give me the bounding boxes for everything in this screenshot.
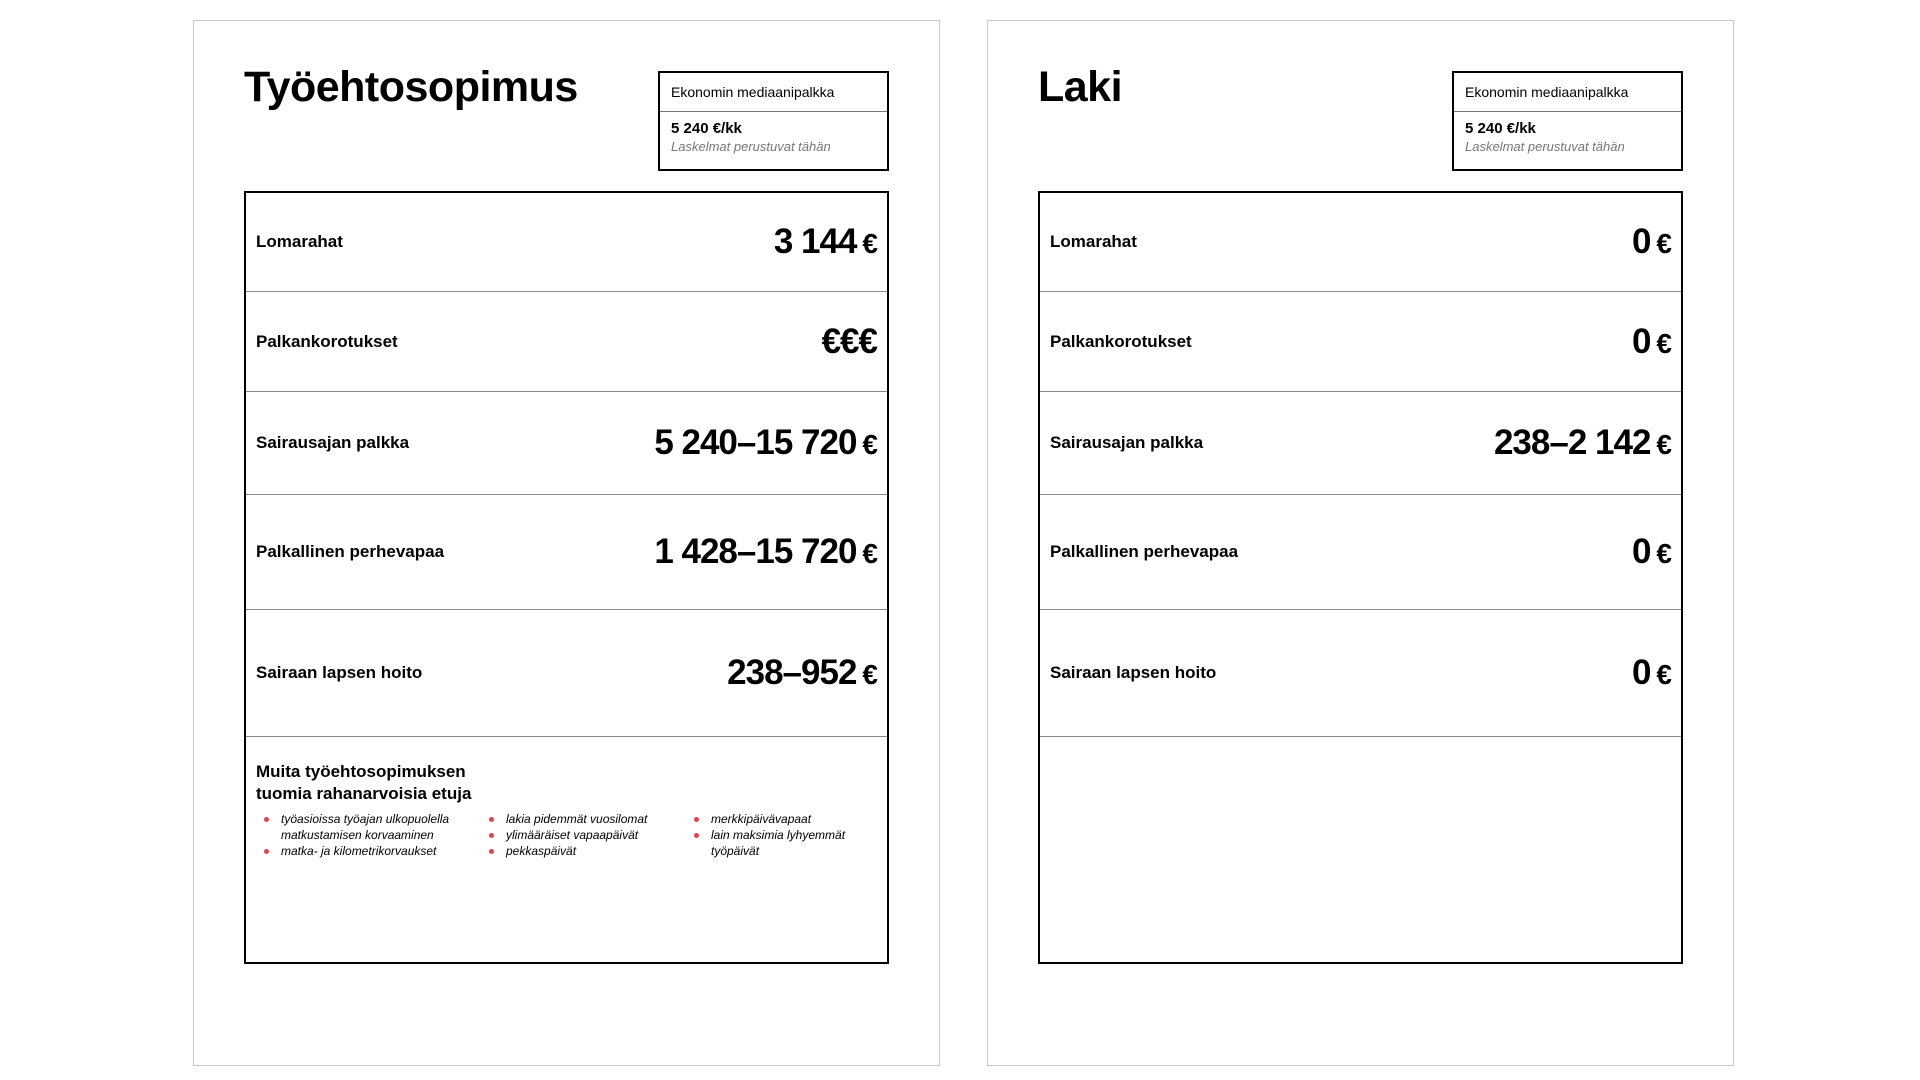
- median-salary-note: Laskelmat perustuvat tähän: [671, 139, 831, 154]
- table-row: [1040, 292, 1681, 392]
- row-value: 0 €: [1631, 532, 1671, 571]
- other-benefits: [246, 737, 887, 859]
- bullet-icon: [489, 833, 494, 838]
- benefits-column: [489, 811, 694, 859]
- row-value: 238–952 €: [727, 653, 877, 692]
- row-label: Palkankorotukset: [1050, 331, 1192, 351]
- bullet-icon: [264, 849, 269, 854]
- bullet-icon: [489, 849, 494, 854]
- list-item: ylimääräiset vapaapäivät: [489, 827, 694, 843]
- table-row: [246, 292, 887, 392]
- row-label: Palkankorotukset: [256, 331, 398, 351]
- row-value: 0 €: [1631, 653, 1671, 692]
- benefits-list: [256, 811, 877, 859]
- row-label: Lomarahat: [256, 232, 343, 251]
- list-item: lain maksimia lyhyemmät työpäivät: [694, 827, 874, 859]
- list-item: lakia pidemmät vuosilomat: [489, 811, 694, 827]
- table-row: [246, 610, 887, 737]
- median-salary-note: Laskelmat perustuvat tähän: [1465, 139, 1625, 154]
- row-value: 238–2 142 €: [1493, 423, 1671, 462]
- row-label: Palkallinen perhevapaa: [1050, 542, 1239, 561]
- row-label: Sairaan lapsen hoito: [256, 663, 423, 682]
- benefit-table: [244, 191, 889, 964]
- benefit-table: [1038, 191, 1683, 964]
- row-value: 5 240–15 720 €: [654, 423, 877, 462]
- row-label: Sairausajan palkka: [1050, 433, 1204, 452]
- list-item: matka- ja kilometrikorvaukset: [264, 843, 489, 859]
- table-row: [246, 392, 887, 495]
- list-item: työasioissa työajan ulkopuolella matkustamisen korvaaminen: [264, 811, 489, 843]
- law-panel: [987, 20, 1734, 1066]
- benefits-column: [264, 811, 489, 859]
- row-value: €€€: [821, 321, 877, 361]
- median-salary-heading: Ekonomin mediaanipalkka: [660, 73, 887, 112]
- row-label: Sairausajan palkka: [256, 433, 410, 452]
- median-salary-value: 5 240 €/kk: [671, 120, 742, 137]
- table-row: [1040, 495, 1681, 610]
- bullet-icon: [694, 817, 699, 822]
- benefits-column: [694, 811, 874, 859]
- median-salary-heading: Ekonomin mediaanipalkka: [1454, 73, 1681, 112]
- table-row: [1040, 193, 1681, 292]
- panel-title: Työehtosopimus: [244, 63, 578, 111]
- list-item: pekkaspäivät: [489, 843, 694, 859]
- row-label: Palkallinen perhevapaa: [256, 542, 445, 561]
- table-row: [246, 495, 887, 610]
- row-label: Lomarahat: [1050, 232, 1137, 251]
- table-row: [1040, 610, 1681, 737]
- row-value: 3 144 €: [773, 222, 877, 261]
- row-label: Sairaan lapsen hoito: [1050, 663, 1217, 682]
- table-row: [1040, 392, 1681, 495]
- other-benefits-title: Muita työehtosopimuksen tuomia rahanarvoisia etuja: [256, 762, 472, 803]
- row-value: 0 €: [1631, 222, 1671, 261]
- median-salary-value: 5 240 €/kk: [1465, 120, 1536, 137]
- panel-title: Laki: [1038, 63, 1123, 111]
- row-value: 1 428–15 720 €: [654, 532, 877, 571]
- bullet-icon: [264, 817, 269, 822]
- list-item: merkkipäivävapaat: [694, 811, 874, 827]
- median-salary-box: [1452, 71, 1683, 171]
- tes-panel: [193, 20, 940, 1066]
- bullet-icon: [489, 817, 494, 822]
- row-value: 0 €: [1631, 321, 1671, 361]
- bullet-icon: [694, 833, 699, 838]
- median-salary-box: [658, 71, 889, 171]
- table-row: [246, 193, 887, 292]
